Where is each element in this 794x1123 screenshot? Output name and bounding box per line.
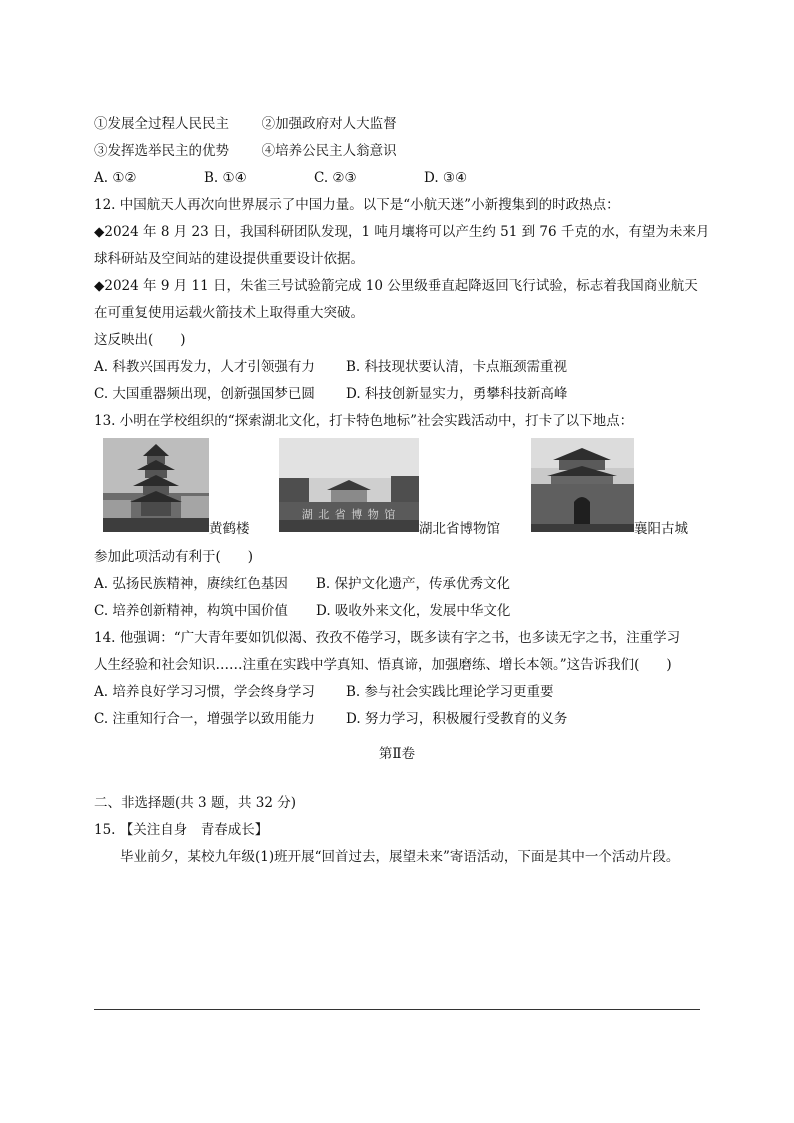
q13-ask: 参加此项活动有利于( )	[94, 549, 254, 565]
q12-choice-a: A. 科教兴国再发力，人才引领强有力	[94, 359, 315, 375]
q13-choice-b: B. 保护文化遗产，传承优秀文化	[316, 576, 511, 592]
q13-choice-c: C. 培养创新精神，构筑中国价值	[94, 603, 288, 619]
q12-news1-line2: 球科研站及空间站的建设提供重要设计依据。	[94, 251, 364, 267]
hubei-museum-photo	[279, 438, 419, 532]
section-2-heading: 二、非选择题(共 3 题，共 32 分)	[94, 795, 296, 811]
q12-ask: 这反映出( )	[94, 332, 186, 348]
q11-choice-d: D. ③④	[424, 170, 468, 186]
q14-line-1: 14. 他强调：“广大青年要如饥似渴、孜孜不倦学习，既多读有字之书，也多读无字之书，注重学习	[94, 630, 681, 646]
q13-choice-a: A. 弘扬民族精神，赓续红色基因	[94, 576, 288, 592]
q14-choice-b: B. 参与社会实践比理论学习更重要	[346, 684, 554, 700]
q14-choices-cd	[94, 710, 567, 728]
q12-stem: 12. 中国航天人再次向世界展示了中国力量。以下是“小航天迷”小新搜集到的时政热点：	[94, 197, 620, 213]
q13-stem: 13. 小明在学校组织的“探索湖北文化，打卡特色地标”社会实践活动中，打卡了以下地点：	[94, 413, 634, 429]
q11-opt4-text: ④培养公民主人翁意识	[261, 143, 397, 159]
q11-option-2	[94, 142, 397, 160]
q14-choice-d: D. 努力学习，积极履行受教育的义务	[346, 711, 568, 727]
footer-divider	[94, 1009, 700, 1010]
q12-news1-line1: ◆2024 年 8 月 23 日，我国科研团队发现，1 吨月壤将可以产生约 51 到 76 千克的水，有望为未来月	[94, 224, 710, 240]
q15-title: 15. 【关注自身 青春成长】	[94, 822, 269, 838]
q13-choices-ab	[94, 575, 510, 593]
yellow-crane-tower-photo	[103, 438, 209, 532]
q11-opt3-text: ③发挥选举民主的优势	[94, 143, 229, 159]
q11-option-1	[94, 115, 397, 133]
q13-choice-d: D. 吸收外来文化，发展中华文化	[316, 603, 511, 619]
q14-choices-ab	[94, 683, 554, 701]
q13-choices-cd	[94, 602, 510, 620]
q12-choice-d: D. 科技创新显实力，勇攀科技新高峰	[346, 386, 568, 402]
caption-xiangyang-ancient-city: 襄阳古城	[634, 521, 688, 537]
q11-opt1-text: ①发展全过程人民民主	[94, 116, 229, 132]
q11-choice-a: A. ①②	[94, 170, 137, 186]
q11-choice-b: B. ①④	[204, 170, 247, 186]
q14-line-2: 人生经验和社会知识……注重在实践中学真知、悟真谛，加强磨练、增长本领。”这告诉我们( )	[94, 657, 672, 673]
caption-hubei-museum: 湖北省博物馆	[419, 521, 500, 537]
museum-sign-text: 湖 北 省 博 物 馆	[301, 508, 397, 521]
q15-body: 毕业前夕，某校九年级(1)班开展“回首过去，展望未来”寄语活动，下面是其中一个活动片段。	[120, 849, 680, 865]
q11-choices	[94, 169, 467, 187]
q14-choice-a: A. 培养良好学习习惯，学会终身学习	[94, 684, 315, 700]
q11-choice-c: C. ②③	[314, 170, 357, 186]
caption-yellow-crane-tower: 黄鹤楼	[209, 521, 250, 537]
q12-choice-c: C. 大国重器频出现，创新强国梦已圆	[94, 386, 315, 402]
volume-ii-heading: 第Ⅱ卷	[378, 746, 416, 762]
q14-choice-c: C. 注重知行合一，增强学以致用能力	[94, 711, 315, 727]
q12-choices-cd	[94, 385, 567, 403]
xiangyang-ancient-city-photo	[531, 438, 634, 532]
q12-choices-ab	[94, 358, 567, 376]
q11-opt2-text: ②加强政府对人大监督	[261, 116, 397, 132]
q12-choice-b: B. 科技现状要认清，卡点瓶颈需重视	[346, 359, 568, 375]
q12-news2-line1: ◆2024 年 9 月 11 日，朱雀三号试验箭完成 10 公里级垂直起降返回飞行试验，标志着我国商业航天	[94, 278, 698, 294]
q12-news2-line2: 在可重复使用运载火箭技术上取得重大突破。	[94, 305, 364, 321]
